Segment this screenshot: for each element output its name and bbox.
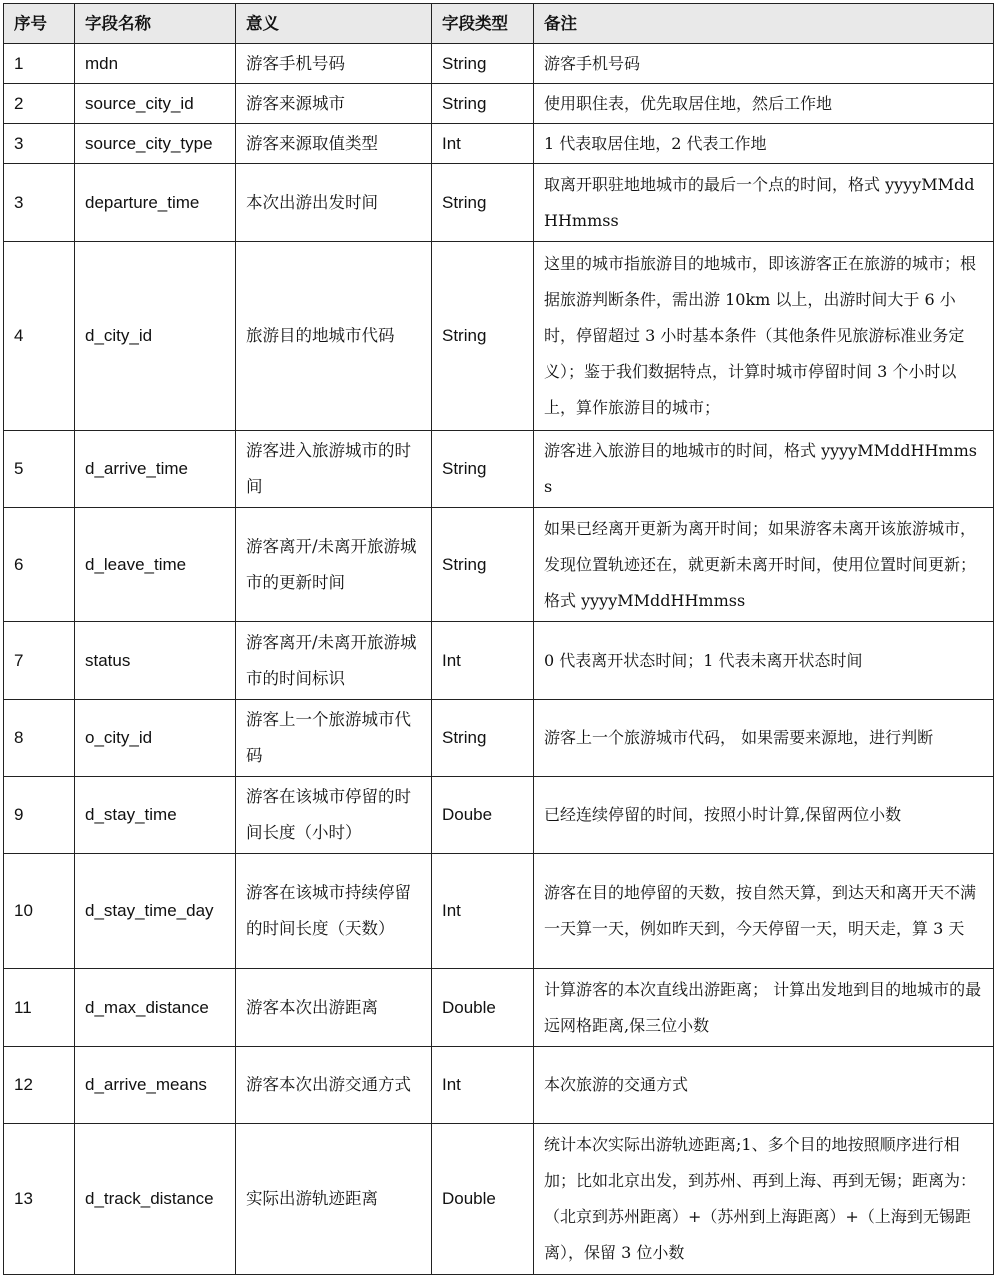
- row-no: 6: [4, 508, 75, 622]
- row-no: 9: [4, 777, 75, 854]
- row-no: 11: [4, 969, 75, 1047]
- row-field-type: String: [432, 84, 534, 124]
- row-no: 13: [4, 1124, 75, 1275]
- row-remark: 游客手机号码: [534, 44, 994, 84]
- row-field-type: Doube: [432, 777, 534, 854]
- table-row: [4, 700, 994, 777]
- table-row: [4, 777, 994, 854]
- row-field-name: source_city_type: [75, 124, 236, 164]
- table-row: [4, 164, 994, 242]
- field-definition-table: [3, 3, 994, 1275]
- row-field-type: String: [432, 44, 534, 84]
- row-field-type: String: [432, 164, 534, 242]
- row-field-name: d_max_distance: [75, 969, 236, 1047]
- row-remark: 本次旅游的交通方式: [534, 1047, 994, 1124]
- row-field-type: Int: [432, 1047, 534, 1124]
- row-remark: 1 代表取居住地，2 代表工作地: [534, 124, 994, 164]
- row-remark: 游客进入旅游目的地城市的时间，格式 yyyyMMddHHmmss: [534, 431, 994, 508]
- row-field-type: Double: [432, 1124, 534, 1275]
- row-field-name: d_city_id: [75, 242, 236, 431]
- row-field-name: d_leave_time: [75, 508, 236, 622]
- row-meaning: 游客本次出游交通方式: [236, 1047, 432, 1124]
- row-field-name: o_city_id: [75, 700, 236, 777]
- table-row: [4, 431, 994, 508]
- row-remark: 已经连续停留的时间，按照小时计算,保留两位小数: [534, 777, 994, 854]
- table-row: [4, 84, 994, 124]
- row-meaning: 游客在该城市停留的时间长度（小时）: [236, 777, 432, 854]
- row-remark: 计算游客的本次直线出游距离； 计算出发地到目的地城市的最远网格距离,保三位小数: [534, 969, 994, 1047]
- row-remark: 0 代表离开状态时间；1 代表未离开状态时间: [534, 622, 994, 700]
- row-field-type: String: [432, 242, 534, 431]
- row-field-type: Int: [432, 854, 534, 969]
- row-field-name: d_stay_time_day: [75, 854, 236, 969]
- table-row: [4, 1047, 994, 1124]
- row-field-name: status: [75, 622, 236, 700]
- row-field-type: Double: [432, 969, 534, 1047]
- row-remark: 如果已经离开更新为离开时间；如果游客未离开该旅游城市， 发现位置轨迹还在，就更新未离开时间，使用位置时间更新；格式 yyyyMMddHHmmss: [534, 508, 994, 622]
- row-meaning: 游客上一个旅游城市代码: [236, 700, 432, 777]
- header-remark: 备注: [534, 4, 994, 44]
- table-row: [4, 854, 994, 969]
- row-field-name: source_city_id: [75, 84, 236, 124]
- row-field-name: d_arrive_means: [75, 1047, 236, 1124]
- table-row: [4, 969, 994, 1047]
- row-no: 3: [4, 124, 75, 164]
- row-remark: 游客上一个旅游城市代码， 如果需要来源地，进行判断: [534, 700, 994, 777]
- row-meaning: 游客来源取值类型: [236, 124, 432, 164]
- row-no: 1: [4, 44, 75, 84]
- header-no: 序号: [4, 4, 75, 44]
- row-meaning: 游客进入旅游城市的时间: [236, 431, 432, 508]
- row-no: 10: [4, 854, 75, 969]
- row-field-name: d_stay_time: [75, 777, 236, 854]
- table-row: [4, 1124, 994, 1275]
- row-meaning: 旅游目的地城市代码: [236, 242, 432, 431]
- row-no: 2: [4, 84, 75, 124]
- row-meaning: 实际出游轨迹距离: [236, 1124, 432, 1275]
- row-no: 5: [4, 431, 75, 508]
- row-no: 8: [4, 700, 75, 777]
- row-field-name: mdn: [75, 44, 236, 84]
- row-field-type: String: [432, 431, 534, 508]
- row-field-type: String: [432, 700, 534, 777]
- row-remark: 使用职住表，优先取居住地，然后工作地: [534, 84, 994, 124]
- row-no: 3: [4, 164, 75, 242]
- table-row: [4, 622, 994, 700]
- row-no: 12: [4, 1047, 75, 1124]
- row-no: 4: [4, 242, 75, 431]
- header-meaning: 意义: [236, 4, 432, 44]
- row-field-name: d_arrive_time: [75, 431, 236, 508]
- row-field-type: Int: [432, 124, 534, 164]
- row-remark: 这里的城市指旅游目的地城市，即该游客正在旅游的城市；根据旅游判断条件，需出游 10km 以上，出游时间大于 6 小时，停留超过 3 小时基本条件（其他条件见旅游标准业务定义）；鉴于我们数据特点，计算时城市停留时间 3 个小时以上，算作旅游目的城市；: [534, 242, 994, 431]
- table-row: [4, 44, 994, 84]
- row-remark: 统计本次实际出游轨迹距离;1、多个目的地按照顺序进行相加；比如北京出发，到苏州、再到上海、再到无锡；距离为：（北京到苏州距离）+（苏州到上海距离）+（上海到无锡距离），保留 3 位小数: [534, 1124, 994, 1275]
- row-field-name: departure_time: [75, 164, 236, 242]
- row-remark: 取离开职驻地地城市的最后一个点的时间，格式 yyyyMMddHHmmss: [534, 164, 994, 242]
- row-no: 7: [4, 622, 75, 700]
- header-row: [4, 4, 994, 44]
- row-field-type: Int: [432, 622, 534, 700]
- table-row: [4, 508, 994, 622]
- row-meaning: 游客离开/未离开旅游城市的时间标识: [236, 622, 432, 700]
- header-field-type: 字段类型: [432, 4, 534, 44]
- header-field-name: 字段名称: [75, 4, 236, 44]
- row-meaning: 游客手机号码: [236, 44, 432, 84]
- table-row: [4, 124, 994, 164]
- row-meaning: 游客离开/未离开旅游城市的更新时间: [236, 508, 432, 622]
- row-field-name: d_track_distance: [75, 1124, 236, 1275]
- row-meaning: 游客本次出游距离: [236, 969, 432, 1047]
- row-remark: 游客在目的地停留的天数，按自然天算，到达天和离开天不满一天算一天，例如昨天到，今天停留一天，明天走，算 3 天: [534, 854, 994, 969]
- row-meaning: 游客在该城市持续停留的时间长度（天数）: [236, 854, 432, 969]
- table-row: [4, 242, 994, 431]
- row-field-type: String: [432, 508, 534, 622]
- row-meaning: 游客来源城市: [236, 84, 432, 124]
- row-meaning: 本次出游出发时间: [236, 164, 432, 242]
